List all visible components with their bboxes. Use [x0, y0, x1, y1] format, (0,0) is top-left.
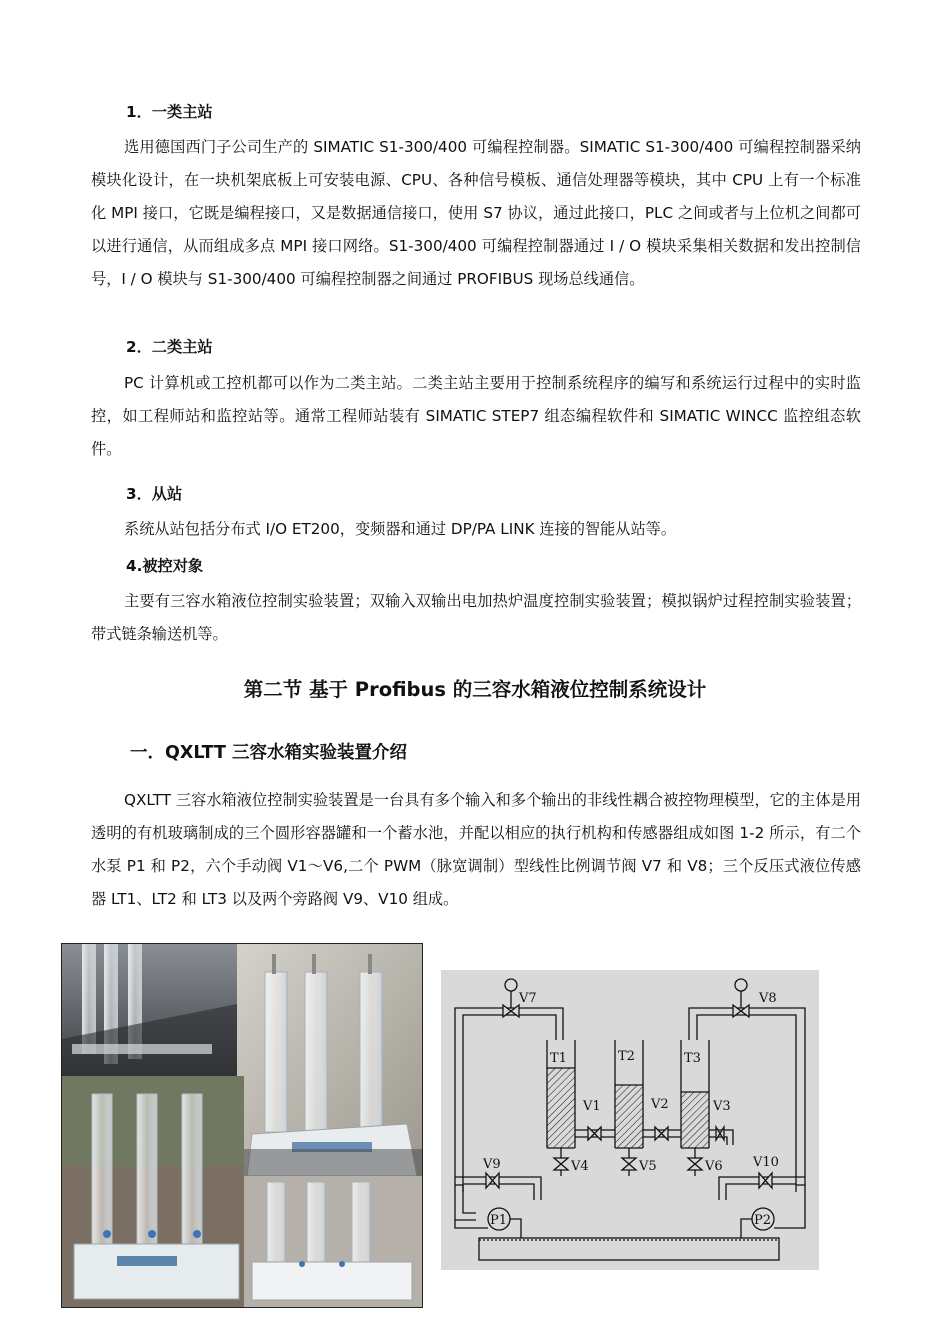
- schematic-diagram: [441, 970, 819, 1270]
- label-v6: V6: [705, 1159, 723, 1174]
- intro-body: [91, 784, 861, 916]
- label-v5: V5: [639, 1159, 657, 1174]
- label-v9: V9: [483, 1157, 501, 1172]
- valve-v8-symbol: [733, 979, 749, 1017]
- label-v10: V10: [753, 1155, 779, 1170]
- paragraph: QXLTT 三容水箱液位控制实验装置是一台具有多个输入和多个输出的非线性耦合被控物理模型，它的主体是用透明的有机玻璃制成的三个圆形容器罐和一个蓄水池，并配以相应的执行机构和传感器组成如图 1-2 所示，有二个水泵 P1 和 P2，六个手动阀 V1～V6,二个 PWM（脉宽调制）型线性比例调节阀 V7 和 V8；三个反压式液位传感器 LT1、LT2 和 LT3 以及两个旁路阀 V9、V10 组成。: [91, 791, 861, 908]
- label-v4: V4: [571, 1159, 589, 1174]
- section-1-body: [91, 131, 861, 296]
- paragraph: PC 计算机或工控机都可以作为二类主站。二类主站主要用于控制系统程序的编写和系统运行过程中的实时监控，如工程师站和监控站等。通常工程师站装有 SIMATIC STEP7 组态编程软件和 SIMATIC WINCC 监控组态软件。: [91, 374, 861, 458]
- paragraph: 选用德国西门子公司生产的 SIMATIC S1-300/400 可编程控制器。SIMATIC S1-300/400 可编程控制器采纳模块化设计，在一块机架底板上可安装电源、CPU、各种信号模板、通信处理器等模块，其中 CPU 上有一个标准化 MPI 接口，它既是编程接口，又是数据通信接口，使用 S7 协议，通过此接口，PLC 之间或者与上位机之间都可以进行通信，从而组成多点 MPI 接口网络。S1-300/400 可编程控制器通过 I / O 模块采集相关数据和发出控制信号，I / O 模块与 S1-300/400 可编程控制器之间通过 PROFIBUS 现场总线通信。: [91, 138, 861, 288]
- label-t1: T1: [550, 1051, 567, 1066]
- label-t2: T2: [618, 1049, 635, 1064]
- label-t3: T3: [684, 1051, 701, 1066]
- valve-v7-symbol: [503, 979, 519, 1017]
- tank-schematic: [441, 970, 819, 1270]
- label-p2: P2: [754, 1213, 772, 1228]
- label-v7: V7: [519, 991, 537, 1006]
- section-3-body: [91, 513, 861, 546]
- section-1-title: 1．一类主站: [126, 103, 213, 121]
- apparatus-photo-illustration: [62, 944, 422, 1307]
- apparatus-photo: [61, 943, 423, 1308]
- section-heading: 第二节 基于 Profibus 的三容水箱液位控制系统设计: [243, 678, 707, 701]
- paragraph: 主要有三容水箱液位控制实验装置；双输入双输出电加热炉温度控制实验装置；模拟锅炉过程控制实验装置；带式链条输送机等。: [91, 592, 861, 643]
- label-p1: P1: [490, 1213, 508, 1228]
- label-v1: V1: [583, 1099, 601, 1114]
- section-2-title: 2．二类主站: [126, 338, 213, 356]
- label-v8: V8: [759, 991, 777, 1006]
- label-v2: V2: [651, 1097, 669, 1112]
- section-3-title: 3．从站: [126, 485, 183, 503]
- subsection-heading: 一．QXLTT 三容水箱实验装置介绍: [130, 743, 407, 763]
- section-4-body: [91, 585, 861, 651]
- section-4-title: 4.被控对象: [126, 557, 204, 575]
- section-2-body: [91, 367, 861, 466]
- paragraph: 系统从站包括分布式 I/O ET200，变频器和通过 DP/PA LINK 连接的智能从站等。: [124, 520, 677, 538]
- label-v3: V3: [713, 1099, 731, 1114]
